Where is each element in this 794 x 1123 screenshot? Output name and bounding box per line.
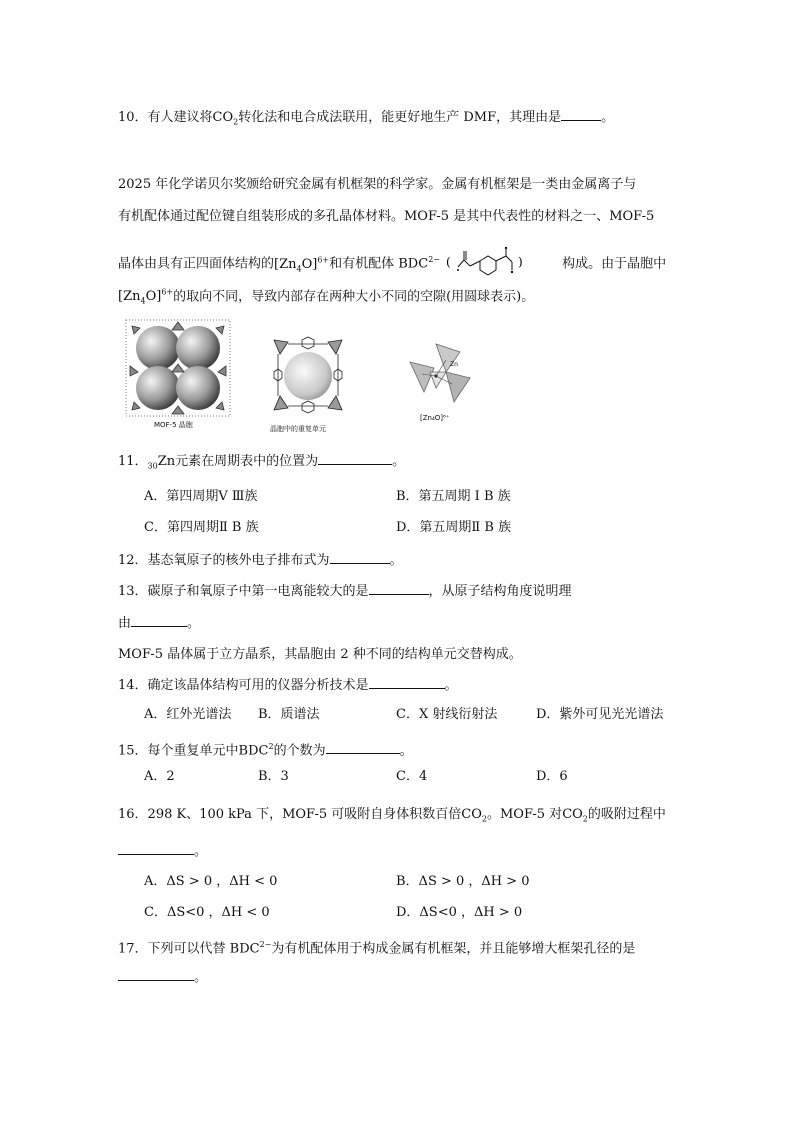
q14-text bbox=[118, 676, 458, 695]
q15-option-a[interactable]: A．2 bbox=[144, 769, 175, 784]
intro-3b: 和有机配体 BDC bbox=[329, 256, 429, 272]
q12-text bbox=[118, 551, 403, 570]
q16-end: 。 bbox=[194, 844, 208, 859]
q15-end: 。 bbox=[399, 743, 413, 759]
q16-option-c[interactable]: C．ΔS<0 ，ΔH < 0 bbox=[144, 905, 270, 920]
zn4o-cluster-figure bbox=[406, 342, 478, 430]
q14-answer-blank[interactable] bbox=[369, 676, 445, 689]
co2-formula: CO bbox=[212, 110, 234, 125]
q14-stem: 14．确定该晶体结构可用的仪器分析技术是 bbox=[118, 678, 369, 693]
q15-answer-blank[interactable] bbox=[326, 741, 400, 754]
q11-option-d[interactable]: D．第五周期Ⅱ B 族 bbox=[396, 520, 512, 535]
q15-stem-b: 的个数为 bbox=[273, 743, 326, 759]
zn-label: Zn bbox=[450, 361, 458, 368]
q10-text bbox=[118, 108, 614, 132]
q16-option-b[interactable]: B．ΔS > 0 ，ΔH > 0 bbox=[396, 874, 530, 889]
q16-co2-sub-a: 2 bbox=[481, 814, 487, 824]
intro-line-1: 2025 年化学诺贝尔奖颁给研究金属有机框架的科学家。金属有机框架是一类由金属离子与 bbox=[118, 177, 637, 192]
q14-option-c[interactable]: C．X 射线衍射法 bbox=[396, 707, 498, 722]
q17-text bbox=[118, 936, 635, 958]
svg-text:(: ( bbox=[446, 255, 451, 269]
q15-option-b[interactable]: B．3 bbox=[258, 769, 289, 784]
q15-option-d[interactable]: D．6 bbox=[536, 769, 568, 784]
q11-num: 11． bbox=[118, 454, 148, 469]
intro-3a: 晶体由具有正四面体结构的 bbox=[118, 256, 275, 272]
q15-option-c[interactable]: C．4 bbox=[396, 769, 428, 784]
q15-bdc-sup: 2 bbox=[268, 742, 274, 751]
q17-answer-blank[interactable] bbox=[118, 968, 194, 981]
q16-co2-b: CO bbox=[562, 807, 583, 822]
q13-you: 由 bbox=[118, 616, 132, 631]
q16-answer-blank[interactable] bbox=[118, 842, 194, 855]
q17-line-2 bbox=[118, 968, 207, 987]
q17-bdc-sup: 2− bbox=[259, 940, 272, 949]
q17-end: 。 bbox=[194, 970, 208, 985]
bdc-structure-icon bbox=[444, 244, 562, 284]
q14-option-d[interactable]: D．紫外可见光光谱法 bbox=[536, 707, 664, 722]
q13-line-2 bbox=[118, 614, 200, 633]
zn4o-sub: 4 bbox=[296, 264, 302, 274]
q15-bdc: BDC bbox=[238, 743, 269, 759]
q16-stem-b: 。MOF-5 对 bbox=[486, 807, 563, 822]
zn4o-bracket bbox=[274, 257, 329, 272]
intro-4b: 的取向不同，导致内部存在两种大小不同的空隙(用圆球表示)。 bbox=[173, 289, 535, 305]
q10-part-a: 10．有人建议将 bbox=[118, 110, 213, 125]
q10-end: 。 bbox=[601, 110, 615, 125]
q13-end: 。 bbox=[187, 616, 201, 631]
q13-stem: 13．碳原子和氧原子中第一电离能较大的是 bbox=[118, 584, 369, 599]
zn4o-lb-2: [Zn bbox=[118, 289, 141, 305]
q12-end: 。 bbox=[389, 553, 403, 568]
q11-stem: 元素在周期表中的位置为 bbox=[175, 454, 319, 469]
zn4o-o: O] bbox=[301, 256, 318, 272]
mof-cubic-text: MOF-5 晶体属于立方晶系，其晶胞由 2 种不同的结构单元交替构成。 bbox=[118, 647, 522, 662]
q14-end: 。 bbox=[444, 678, 458, 693]
intro-line-2: 有机配体通过配位键自组装形成的多孔晶体材料。MOF-5 是其中代表性的材料之一、MOF-5 bbox=[118, 209, 655, 224]
zn4o-o-2: O] bbox=[145, 289, 162, 305]
q16-co2-sub-b: 2 bbox=[582, 814, 588, 824]
zn4o-bracket-2 bbox=[118, 289, 173, 304]
svg-text:): ) bbox=[518, 255, 523, 269]
intro-line-4 bbox=[118, 284, 534, 311]
q10-answer-blank[interactable] bbox=[561, 108, 601, 121]
zn4o-sup: 6+ bbox=[317, 255, 330, 265]
q16-co2-a: CO bbox=[461, 807, 482, 822]
q15-text bbox=[118, 738, 413, 760]
q14-option-b[interactable]: B．质谱法 bbox=[258, 707, 320, 722]
q11-option-a[interactable]: A．第四周期Ⅴ Ⅲ族 bbox=[144, 489, 258, 504]
q11-atomic-number: 30 bbox=[147, 461, 158, 471]
q16-option-a[interactable]: A．ΔS > 0 ，ΔH < 0 bbox=[144, 874, 278, 889]
q13-answer-blank-1[interactable] bbox=[369, 582, 429, 595]
bdc-sup: 2− bbox=[428, 255, 440, 265]
q11-option-c[interactable]: C．第四周期Ⅱ B 族 bbox=[144, 520, 259, 535]
q14-option-a[interactable]: A．红外光谱法 bbox=[144, 707, 232, 722]
q16-stem-d: 的吸附过程中 bbox=[587, 807, 666, 822]
q11-element: Zn bbox=[157, 454, 176, 469]
intro-3c: 构成。由于晶胞中 bbox=[562, 256, 667, 272]
q16-text bbox=[118, 806, 666, 829]
q16-stem: 16．298 K、100 kPa 下，MOF-5 可吸附自身体积数百倍 bbox=[118, 807, 462, 822]
q16-line-2 bbox=[118, 842, 207, 861]
q11-end: 。 bbox=[392, 454, 406, 469]
caption-zn4o: [Zn₄O]⁶⁺ bbox=[420, 414, 450, 422]
q15-stem: 15．每个重复单元中 bbox=[118, 743, 239, 759]
repeat-unit-figure bbox=[268, 334, 348, 434]
caption-repeat-unit: 晶胞中的重复单元 bbox=[270, 425, 326, 433]
q17-stem-b: 为有机配体用于构成金属有机框架，并且能够增大框架孔径的是 bbox=[271, 941, 636, 957]
zn4o-sub-2: 4 bbox=[140, 296, 146, 306]
co2-subscript: 2 bbox=[233, 117, 239, 127]
q10-part-b: 转化法和电合成法联用，能更好地生产 DMF，其理由是 bbox=[238, 110, 562, 125]
q13-text bbox=[118, 582, 572, 601]
q13-answer-blank-2[interactable] bbox=[131, 614, 187, 627]
q13-stem-b: ，从原子结构角度说明理 bbox=[428, 584, 572, 599]
q11-text bbox=[118, 452, 405, 476]
q11-answer-blank[interactable] bbox=[318, 452, 392, 465]
q17-stem: 17．下列可以代替 BDC bbox=[118, 941, 260, 957]
intro-line-3 bbox=[118, 244, 666, 284]
caption-mof5-cell: MOF-5 晶胞 bbox=[154, 421, 193, 429]
q12-stem: 12．基态氧原子的核外电子排布式为 bbox=[118, 553, 330, 568]
zn4o-lb: [Zn bbox=[274, 256, 297, 272]
q16-option-d[interactable]: D．ΔS<0 ，ΔH > 0 bbox=[396, 905, 523, 920]
mof5-cell-figure bbox=[122, 316, 234, 428]
q12-answer-blank[interactable] bbox=[330, 551, 390, 564]
q11-option-b[interactable]: B．第五周期 I B 族 bbox=[396, 489, 511, 504]
zn4o-sup-2: 6+ bbox=[161, 288, 174, 297]
